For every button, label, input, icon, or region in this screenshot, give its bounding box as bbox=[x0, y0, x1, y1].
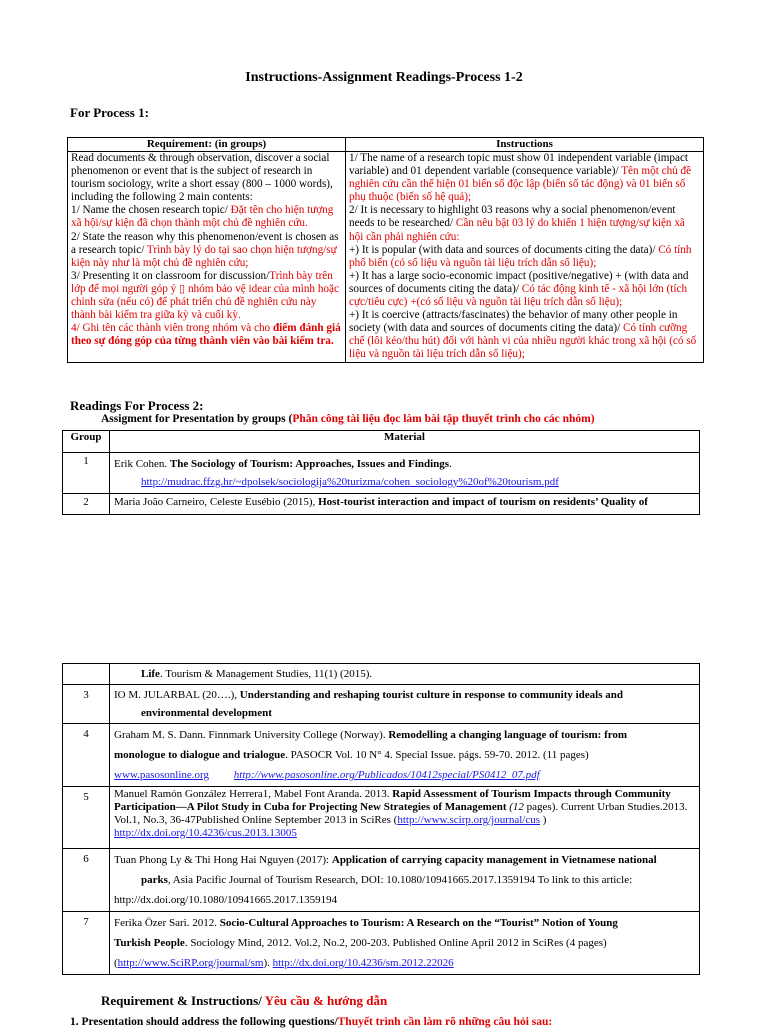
reading-title: Application of carrying capacity management in Vietnamese national bbox=[331, 854, 657, 866]
table-row bbox=[63, 724, 700, 787]
ins1-vi: Tên một chủ đề nghiên cứu cần thể hiện 01 biến số độc lập (biến số tác động) và 01 biến số phụ thuộc (biến số hệ quả); bbox=[349, 165, 692, 204]
group-number: 4 bbox=[63, 724, 110, 787]
group-number: 1 bbox=[63, 453, 110, 494]
reading-link[interactable]: http://www.pasosonline.org/Publicados/10412special/PS0412_07.pdf bbox=[233, 769, 540, 781]
req-intro: Read documents & through observation, discover a social phenomenon or event that is the subject of research in tourism sociology, write a short essay (800 – 1000 words), including the following 2 main contents: bbox=[71, 152, 333, 204]
reading-rest: , Asia Pacific Journal of Tourism Research, DOI: 10.1080/10941665.2017.1359194 To link to this article: bbox=[167, 874, 633, 886]
reading-title: The Sociology of Tourism: Approaches, Issues and Findings bbox=[169, 458, 450, 470]
reading-link[interactable]: www.pasosonline.org bbox=[114, 769, 210, 781]
process1-heading: For Process 1: bbox=[70, 105, 149, 120]
material-cell bbox=[110, 849, 700, 912]
material-cell bbox=[110, 787, 700, 849]
reading-link[interactable]: http://dx.doi.org/10.4236/sm.2012.22026 bbox=[272, 957, 454, 969]
material-cell bbox=[110, 664, 700, 685]
authors: IO M. JULARBAL (20….), bbox=[114, 689, 240, 701]
ins3-vi: Có tính phổ biến (có số liệu và nguồn tài liệu trích dẫn số liệu); bbox=[349, 243, 692, 269]
table-row bbox=[63, 664, 700, 685]
ins1-en: 1/ The name of a research topic must show 01 independent variable (impact variable) and 01 dependent variable (consequence variable)/ bbox=[349, 152, 689, 178]
reading-title: Understanding and reshaping tourist culture in response to community ideals and bbox=[239, 689, 624, 701]
authors: Ferika Özer Sari. 2012. bbox=[114, 917, 220, 929]
authors: Tuan Phong Ly & Thi Hong Hai Nguyen (2017): bbox=[114, 854, 332, 866]
pres-en: 1. Presentation should address the following questions/ bbox=[70, 1016, 338, 1028]
reading-title-cont: monologue to dialogue and trialogue bbox=[114, 749, 286, 761]
ins2-vi: Cần nêu bật 03 lý do khiến 1 hiện tượng/sự kiện xã hội cần phải nghiên cứu: bbox=[349, 217, 685, 243]
reading-title: Remodelling a changing language of tourism: from bbox=[388, 729, 628, 741]
readings-table bbox=[62, 430, 700, 515]
col-group-header: Group bbox=[63, 431, 110, 453]
reading-title-cont: Turkish People bbox=[114, 937, 185, 949]
table-row bbox=[63, 494, 700, 515]
reading-link[interactable]: http://dx.doi.org/10.4236/cus.2013.13005 bbox=[114, 827, 297, 839]
reading-title: Rapid Assessment of Tourism Impacts through Community Participation—A Pilot Study in Cuba for Projecting New Strategies of Management bbox=[114, 788, 671, 813]
table-row bbox=[63, 453, 700, 494]
req3-en: 3/ Presenting it on classroom for discussion/ bbox=[71, 269, 270, 282]
material-cell bbox=[110, 453, 700, 494]
process1-table bbox=[67, 137, 704, 363]
table-row bbox=[63, 849, 700, 912]
document-title: Instructions-Assignment Readings-Process 1-2 bbox=[245, 70, 523, 85]
instructions-cell bbox=[346, 152, 704, 363]
readings-heading: Readings For Process 2: bbox=[70, 398, 204, 413]
authors: Maria João Carneiro, Celeste Eusébio (2015), bbox=[114, 496, 319, 508]
req1-en: 1/ Name the chosen research topic/ bbox=[71, 204, 231, 217]
col-material-header: Material bbox=[110, 431, 700, 453]
reading-link[interactable]: http://www.SciRP.org/journal/sm bbox=[117, 957, 264, 969]
ins4-en: +) It has a large socio-economic impact (positive/negative) + (with data and sources of documents citing the data)/ bbox=[349, 269, 689, 295]
req4-vi: 4/ Ghi tên các thành viên trong nhóm và cho bbox=[71, 322, 273, 335]
req-heading-en: Requirement & Instructions/ bbox=[101, 993, 265, 1008]
req3-vi: Trình bày trên lớp để mọi người góp ý ▯ nhóm bảo vệ idear của mình hoặc chỉnh sửa (nếu có) để phát triển chủ đề nghiên cứu này thành bài kiểm tra giữa kỳ và cuối kỳ. bbox=[71, 269, 339, 322]
col-requirement-header: Requirement: (in groups) bbox=[68, 138, 346, 152]
group-number: 6 bbox=[63, 849, 110, 912]
authors: Manuel Ramón González Herrera1, Mabel Font Aranda. 2013. bbox=[114, 788, 393, 800]
group-number: 2 bbox=[63, 494, 110, 515]
material-cell bbox=[110, 494, 700, 515]
reading-rest: . Tourism & Management Studies, 11(1) (2015). bbox=[159, 668, 373, 680]
reading-doi: http://dx.doi.org/10.1080/10941665.2017.1359194 bbox=[114, 894, 338, 906]
presentation-line bbox=[70, 1016, 552, 1028]
req4-bold: điểm đánh giá theo sự đóng góp của từng thành viên vào bài kiểm tra. bbox=[71, 322, 341, 348]
table-row bbox=[63, 685, 700, 724]
reading-rest: . PASOCR Vol. 10 N° 4. Special Issue. págs. 59-70. 2012. (11 pages) bbox=[285, 749, 589, 761]
reading-rest-italic: (12 bbox=[506, 801, 524, 813]
reading-title: Life bbox=[141, 668, 160, 680]
readings-table-continued bbox=[62, 663, 700, 975]
reading-link[interactable]: http://mudrac.ffzg.hr/~dpolsek/sociologija%20turizma/cohen_sociology%20of%20tourism.pdf bbox=[141, 476, 559, 488]
ins3-en: +) It is popular (with data and sources of documents citing the data)/ bbox=[349, 243, 659, 256]
reading-title: Host-tourist interaction and impact of tourism on residents’ Quality of bbox=[318, 496, 648, 508]
reading-title-cont: environmental development bbox=[141, 707, 272, 719]
assign-vi: Phân công tài liệu đọc làm bài tập thuyết trình cho các nhóm) bbox=[292, 413, 595, 425]
pres-vi: Thuyết trình cần làm rõ những câu hỏi sau: bbox=[337, 1016, 553, 1028]
requirement-cell bbox=[68, 152, 346, 363]
group-number: 5 bbox=[63, 787, 110, 849]
ins5-en: +) It is coercive (attracts/fascinates) the behavior of many other people in society (with data and sources of documents citing the data)/ bbox=[349, 309, 678, 335]
reading-rest: . bbox=[449, 458, 452, 470]
group-number: 3 bbox=[63, 685, 110, 724]
material-cell bbox=[110, 685, 700, 724]
table-row bbox=[63, 912, 700, 975]
requirements-heading bbox=[101, 993, 387, 1009]
authors: Graham M. S. Dann. Finnmark University College (Norway). bbox=[114, 729, 389, 741]
assign-en: Assigment for Presentation by groups ( bbox=[101, 413, 293, 425]
col-instructions-header: Instructions bbox=[346, 138, 704, 152]
material-cell bbox=[110, 724, 700, 787]
assignment-line bbox=[101, 413, 595, 425]
req2-en: 2/ State the reason why this phenomenon/event is chosen as a research topic/ bbox=[71, 230, 339, 256]
authors: Erik Cohen. bbox=[114, 458, 170, 470]
reading-rest: . Sociology Mind, 2012. Vol.2, No.2, 200-203. Published Online April 2012 in SciRes (4 pages) bbox=[184, 937, 607, 949]
ins5-vi: Có tính cưỡng chế (lôi kéo/thu hút) đối với hành vi của nhiều người khác trong xã hội (có số liệu và nguồn tài liệu trích dẫn số liệu); bbox=[349, 322, 697, 361]
req1-vi: Đặt tên cho hiện tượng xã hội/sự kiện đã chọn thành một chủ đề nghiên cứu. bbox=[71, 204, 334, 230]
ins4-vi: Có tác động kinh tế - xã hội lớn (tích cực/tiêu cực) +(có số liệu và nguồn tài liệu trích dẫn số liệu); bbox=[349, 282, 688, 309]
reading-title: Socio-Cultural Approaches to Tourism: A Research on the “Tourist” Notion of Young bbox=[219, 917, 618, 929]
group-number-empty bbox=[63, 664, 110, 685]
reading-rest: pages). Current Urban Studies.2013. Vol.1, No.3, 36-47Published Online September 2013 in SciRes ( bbox=[114, 801, 688, 826]
group-number: 7 bbox=[63, 912, 110, 975]
req2-vi: Trình bày lý do tại sao chọn hiện tượng/sự kiện này như là một chủ đề nghiên cứu; bbox=[71, 243, 337, 269]
reading-rest-2: ) bbox=[540, 814, 547, 826]
reading-link[interactable]: http://www.scirp.org/journal/cus bbox=[397, 814, 541, 826]
material-cell: Ferika Özer Sari. 2012. Socio-Cultural Approaches to Tourism: A Research on the “Tourist” Notion of Young Turkish People. Sociology Mind, 2012. Vol.2, No.2, 200-203. Published Online April 2012 in SciRes (4 pages) (http://www.SciRP.org/journal/sm). http://dx.doi.org/10.4236/sm.2012.22026 bbox=[110, 912, 700, 975]
req-heading-vi: Yêu cầu & hướng dẫn bbox=[264, 993, 388, 1008]
ins2-en: 2/ It is necessary to highlight 03 reasons why a social phenomenon/event needs to be researched/ bbox=[349, 204, 676, 230]
reading-title-cont: parks bbox=[141, 874, 168, 886]
table-row bbox=[63, 787, 700, 849]
